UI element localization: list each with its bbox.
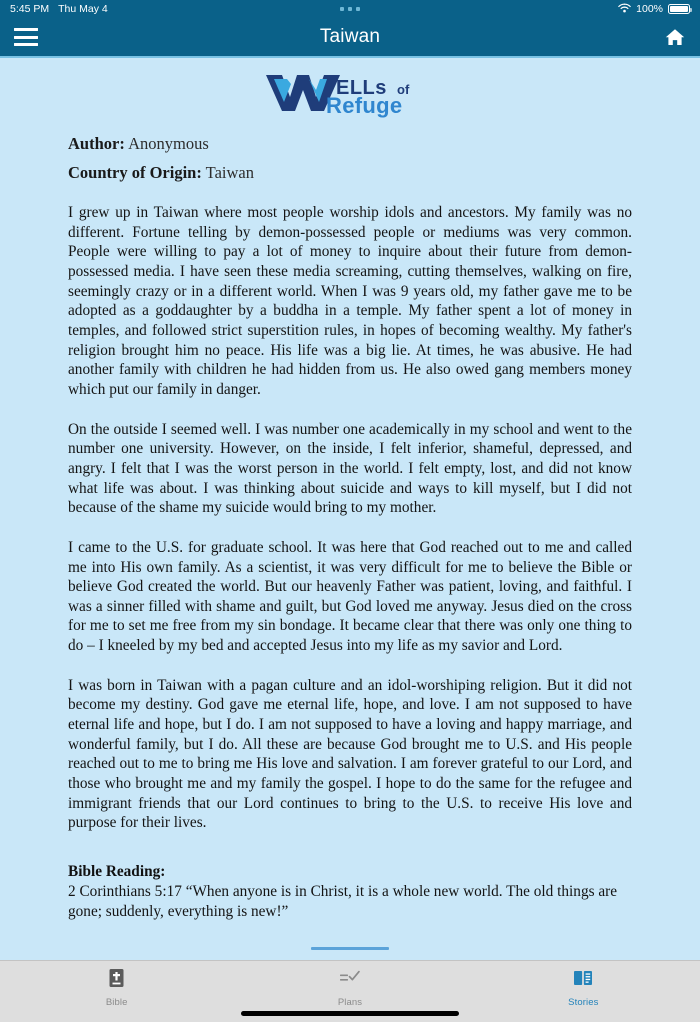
page-title: Taiwan <box>319 26 381 47</box>
tab-bible[interactable] <box>0 968 233 1008</box>
bible-book-icon <box>108 968 125 993</box>
country-value: Taiwan <box>205 163 254 182</box>
tab-stories[interactable] <box>467 968 700 1008</box>
hamburger-menu-icon[interactable] <box>14 28 38 46</box>
svg-text:Refuge: Refuge <box>326 93 403 118</box>
story-paragraph: I was born in Taiwan with a pagan culture and an idol-worshiping religion. But it did not become my destiny. God gave me eternal life, hope, and love. I am not supposed to have eternal life and hope, but I do. I am not supposed to have a loving and happy marriage, and wonderful family, but I do. All these are because God brought me to U.S. and His people reached out to me to bring me His love and salvation. I am forever grateful to our Lord, and those who brought me and my family the gospel. I hope to do the same for the refugee and immigrant friends that our Lord continues to bring to the U.S. to receive His love and purpose for their lives. <box>68 676 632 832</box>
logo-graphic <box>264 70 436 116</box>
three-dots-icon <box>340 7 360 11</box>
story-paragraph: On the outside I seemed well. I was number one academically in my school and went to the number one university. However, on the inside, I felt inferior, shameful, depressed, and angry. I felt that I was the worst person in the world. I felt empty, lost, and did not know what life was about. I was thinking about suicide and ways to kill myself, but I did not because of the shame my suicide would bring to my mother. <box>68 420 632 517</box>
battery-percent-label: 100% <box>636 3 663 15</box>
svg-text:ELLs: ELLs <box>336 77 387 99</box>
tab-label-plans: Plans <box>337 997 363 1009</box>
wells-of-refuge-logo <box>0 58 700 124</box>
author-label: Author: <box>68 134 125 153</box>
checklist-icon <box>339 968 361 993</box>
status-bar-left <box>10 3 108 15</box>
navigation-bar <box>0 18 700 58</box>
home-icon[interactable] <box>664 27 686 47</box>
bible-reading-label: Bible Reading: <box>68 863 166 881</box>
author-value: Anonymous <box>128 134 209 153</box>
story-paragraph: I grew up in Taiwan where most people worship idols and ancestors. My family was no different. Fortune telling by demon-possessed people or mediums was very common. People were willing to pay a lot of money to inquire about their future from demon-possessed media. I have seen these media screaming, cutting themselves, walking on fire, seemingly crazy or in a different world. When I was 9 years old, my father gave me to be adopted as a goddaughter by a buddha in a temple. My father spent a lot of money in temples, and followed strict superstition rules, in hopes of becoming wealthy. My father's religion brought him no peace. His life was a big lie. At times, he was abusive. He had another family with children he had hidden from us. He also owed gang members money which put our family in danger. <box>68 204 632 398</box>
tab-label-bible: Bible <box>105 997 128 1009</box>
country-label: Country of Origin: <box>68 163 202 182</box>
open-book-icon <box>573 968 593 993</box>
bottom-tab-bar <box>0 960 700 1022</box>
status-bar <box>0 0 700 18</box>
status-bar-right <box>618 3 690 16</box>
wifi-icon <box>618 3 631 16</box>
section-divider <box>311 947 389 950</box>
story-article <box>0 134 700 950</box>
story-content-scroll[interactable] <box>0 58 700 960</box>
story-paragraph: I came to the U.S. for graduate school. It was here that God reached out to me and called me into His own family. As a scientist, it was very difficult for me to believe the Bible or believe God created the world. But our heavenly Father was patient, loving, and faithful. I was a sinner filled with shame and guilt, but God loved me anyway. Jesus died on the cross for me to set me free from my sin bondage. It became clear that there was only one thing to do – I kneeled by my bed and accepted Jesus into my life as my savior and Lord. <box>68 538 632 655</box>
status-date: Thu May 4 <box>58 3 108 15</box>
bible-reading-text: 2 Corinthians 5:17 “When anyone is in Christ, it is a whole new world. The old things are gone; suddenly, everything is new!” <box>68 883 618 920</box>
country-line <box>68 163 632 183</box>
author-line <box>68 134 632 154</box>
battery-icon <box>668 4 690 14</box>
tab-label-stories: Stories <box>568 997 599 1009</box>
home-indicator[interactable] <box>241 1011 459 1016</box>
status-time: 5:45 PM <box>10 3 50 15</box>
tab-plans[interactable] <box>233 968 466 1008</box>
svg-text:of: of <box>397 82 410 97</box>
